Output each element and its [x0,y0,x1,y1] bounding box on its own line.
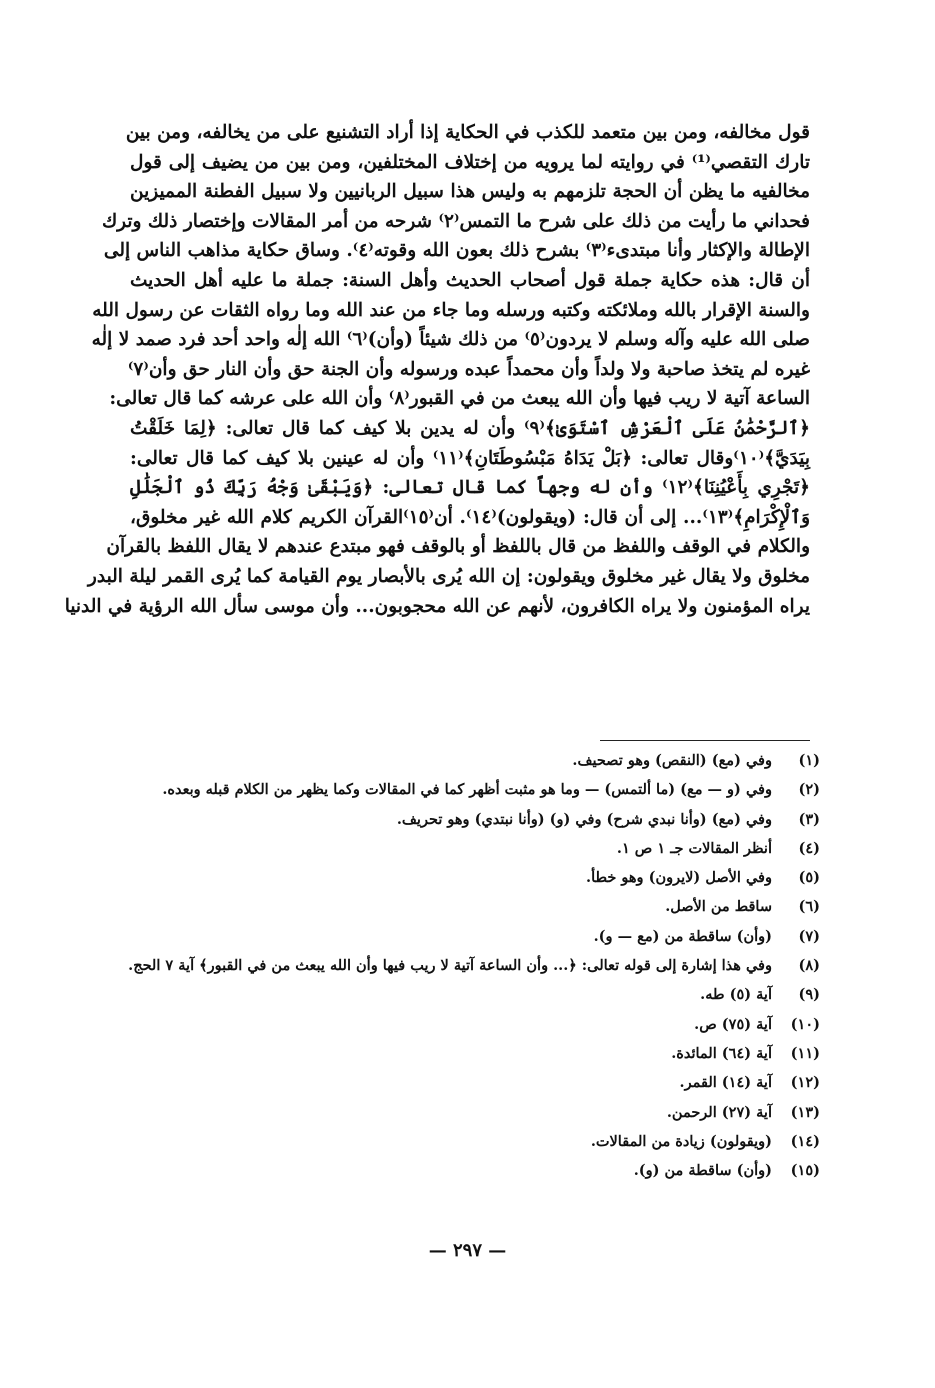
footnote-text: وفي (مع) (النقص) وهو تصحيف. [572,752,772,769]
text-line: يراه المؤمنون ولا يراه الكافرون، لأنهم عن الله محجوبون... وأن موسى سأل الله الرؤية في الدنيا [64,595,810,617]
footnote-number: (١٣) [790,1103,820,1121]
text-line: والسنة الإقرار بالله وملائكته وكتبه ورسله وما جاء من عند الله وما رواه الثقات عن رسول الله [92,299,810,321]
page-number: — ٢٩٧ — [428,1240,507,1261]
footnote-number: (٩) [798,986,820,1004]
footnote [120,1098,820,1127]
footnote-number: (١) [798,752,820,769]
text-line: الساعة آتية لا ريب فيها وأن الله يبعث من في القبور⁽٨⁾ وأن الله على عرشه كما قال تعالى: [109,388,810,410]
text-line: والكلام في الوقف واللفظ من قال باللفظ أو بالوقف فهو مبتدع عندهم لا يقال اللفظ بالقرآن [106,536,810,558]
footnote [120,1039,820,1068]
footnote [120,746,820,775]
footnote-number: (١٠) [790,1015,820,1033]
footnote [120,980,820,1009]
footnote-text: آية (٥) طه. [700,986,772,1004]
text-line: مخالفيه ما يظن أن الحجة تلزمهم به وليس هذا سبيل الربانيين ولا سبيل الفطنة المميزين [130,181,810,203]
footnote [120,863,820,892]
text-line: بِيَدَيَّ﴾⁽١٠⁾وقال تعالى: ﴿بَلْ يَدَاهُ مَبْسُوطَتَانِ﴾⁽١١⁾ وأن له عينين بلا كيف كما قال تعالى: [130,447,810,469]
text-line: قول مخالفه، ومن بين متعمد للكذب في الحكاية إذا أراد التشنيع على من يخالفه، ومن بين [125,122,810,143]
footnote [120,892,820,921]
footnote-text: وفي (مع) (وأنا نبدي شرح) وفي (و) (وأنا نبتدي) وهو تحريف. [396,810,772,828]
footnote [120,1068,820,1097]
text-line: غيره لم يتخذ صاحبة ولا ولداً وأن محمداً عبده ورسوله وأن الجنة حق وأن النار حق وأن⁽٧⁾ [127,358,810,380]
footnote-text: ساقط من الأصل. [665,898,772,916]
text-line: تارك التقصي⁽¹⁾ في روايته لما يرويه من إختلاف المختلفين، ومن بين من يضيف إلى قول [130,151,810,173]
text-line: أن قال: هذه حكاية جملة قول أصحاب الحديث وأهل السنة: جملة ما عليه أهل الحديث [130,269,810,291]
footnote-number: (١١) [790,1044,820,1062]
footnote-number: (٤) [798,839,820,857]
text-line: صلى الله عليه وآله وسلم لا يردون⁽٥⁾ من ذلك شيئاً (وأن)⁽٦⁾ الله إلٰه واحد أحد فرد صمد لا إلٰه [91,329,810,351]
footnote [120,1127,820,1156]
main-text [64,118,811,621]
text-line: ﴿ٱلرَّحْمَٰنُ عَلَى ٱلْعَرْشِ ٱسْتَوَىٰ﴾⁽٩⁾ وأن له يدين بلا كيف كما قال تعالى: ﴿لِمَا خَلَقْتُ [130,417,810,439]
text-line: مخلوق ولا يقال غير مخلوق ويقولون: إن الله يُرى بالأبصار يوم القيامة كما يُرى القمر ليلة البدر [87,565,810,587]
footnote-text: آية (٢٧) الرحمن. [666,1103,772,1121]
text-line: الإطالة والإكثار وأنا مبتدىء⁽٣⁾ بشرح ذلك بعون الله وقوته⁽٤⁾. وساق حكاية مذاهب الناس إلى [103,240,810,262]
footnote-number: (١٢) [790,1074,820,1092]
footnote-text: (وأن) ساقطة من (مع — و). [593,927,772,945]
footnote-number: (٣) [798,810,820,828]
footnote-text: وفي (و — مع) (ما ألتمس) — وما هو مثبت أظهر كما في المقالات وكما يظهر من الكلام قبله وبعده. [162,781,772,799]
text-line: ﴿تَجْرِي بِأَعْيُنِنَا﴾⁽١٢⁾ وأن له وجهاً كما قال تعالى: ﴿وَيَبْقَىٰ وَجْهُ رَبِّكَ ذُو ٱلْجَلَٰلِ [130,477,810,499]
footnote-number: (٦) [798,898,820,916]
footnote-number: (٨) [798,957,820,975]
footnote-text: آية (١٤) القمر. [679,1074,772,1092]
footnote-separator [600,740,810,741]
footnote-number: (١٥) [790,1162,820,1180]
footnote-text: (ويقولون) زيادة من المقالات. [590,1132,772,1150]
footnote [120,775,820,804]
footnote [120,1010,820,1039]
footnote-text: وفي هذا إشارة إلى قوله تعالى: ﴿... وأن الساعة آتية لا ريب فيها وأن الله يبعث من في القبور﴾ آية ٧ الحج. [128,957,772,975]
footnote [120,951,820,980]
footnote [120,805,820,834]
footnote-number: (٧) [798,927,820,945]
footnote-number: (٢) [798,781,820,799]
footnote-text: أنظر المقالات جـ ١ ص ١. [616,839,772,857]
footnote [120,834,820,863]
text-line: وَٱلْإِكْرَامِ﴾⁽١٣⁾... إلى أن قال: (ويقولون)⁽١٤⁾. أن⁽١٥⁾القرآن الكريم كلام الله غير مخلوق، [130,506,811,528]
footnote-text: (وأن) ساقطة من (و). [633,1162,772,1180]
footnote-text: آية (٧٥) ص. [694,1015,772,1033]
text-line: فحداني ما رأيت من ذلك على شرح ما التمس⁽٢⁾ شرحه من أمر المقالات وإختصار ذلك وترك [101,210,810,232]
footnote [120,1156,820,1185]
footnote-text: وفي الأصل (لايرون) وهو خطأ. [586,869,772,887]
footnote-text: آية (٦٤) المائدة. [671,1044,772,1062]
footnote-number: (١٤) [790,1132,820,1150]
footnotes [120,746,820,1185]
footnote-number: (٥) [798,869,820,887]
footnote [120,922,820,951]
